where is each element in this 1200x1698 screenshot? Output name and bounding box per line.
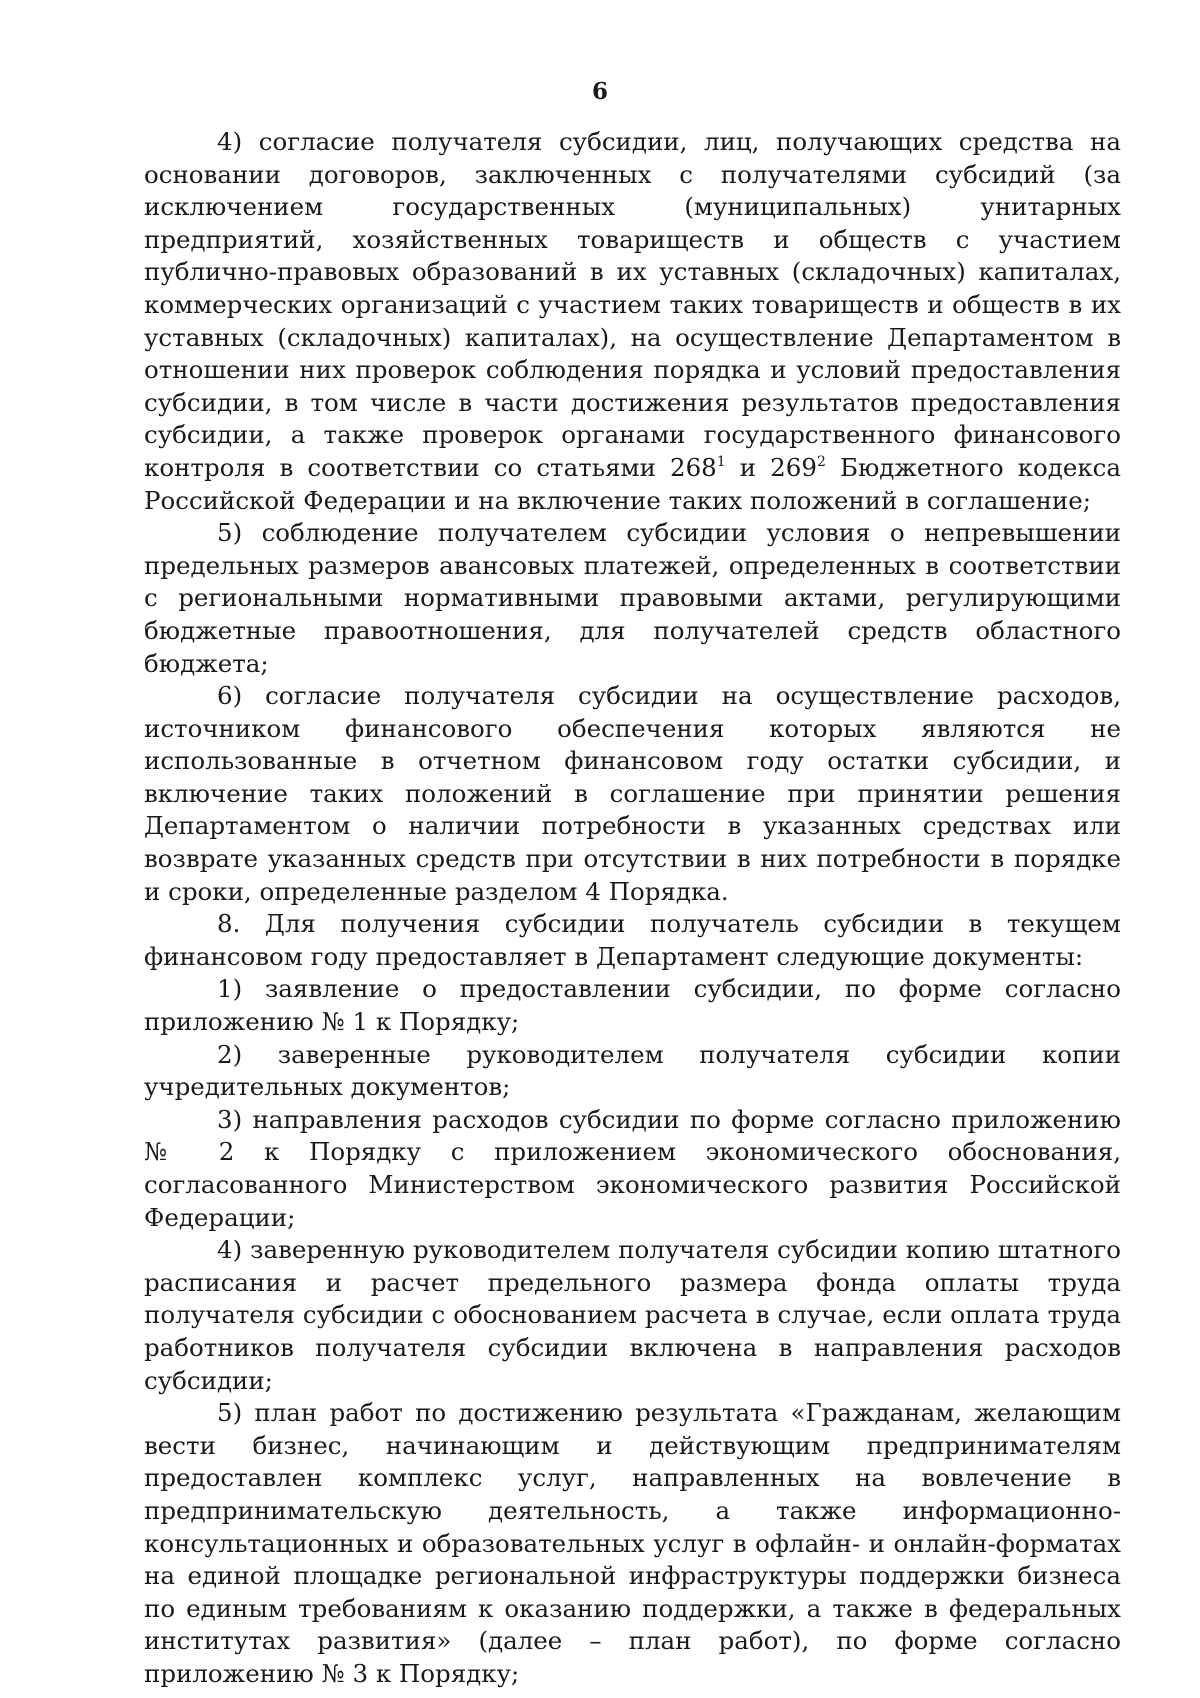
paragraph-doc-1-application: 1) заявление о предоставлении субсидии, по форме согласно приложению № 1 к Порядку; xyxy=(144,974,1121,1037)
paragraph-doc-3-expense-directions: 3) направления расходов субсидии по форме согласно приложению № 2 к Порядку с приложением экономического обоснования, согласованного Министерством экономического развития Российской Федерации; xyxy=(144,1104,1121,1232)
paragraph-doc-2-founding-documents: 2) заверенные руководителем получателя субсидии копии учредительных документов; xyxy=(144,1039,1121,1102)
paragraph-text: и 269 xyxy=(725,452,817,482)
paragraph-item-4-consent-checks xyxy=(144,126,1121,517)
paragraph-item-6-unused-balances: 6) согласие получателя субсидии на осуществление расходов, источником финансового обеспечения которых являются не использованные в отчетном финансовом году остатки субсидии, и включение таких положений в соглашение при принятии решения Департаментом о наличии потребности в указанных средствах или возврате указанных средств при отсутствии в них потребности в порядке и сроки, определенные разделом 4 Порядка. xyxy=(144,681,1121,906)
paragraph-section-8-documents: 8. Для получения субсидии получатель субсидии в текущем финансовом году предоставляет в Департамент следующие документы: xyxy=(144,909,1121,971)
paragraph-item-5-advance-payments: 5) соблюдение получателем субсидии условия о непревышении предельных размеров авансовых платежей, определенных в соответствии с региональными нормативными правовыми актами, регулирующими бюджетные правоотношения, для получателей средств областного бюджета; xyxy=(144,518,1121,678)
superscript-2: 2 xyxy=(816,453,826,470)
paragraph-text: Бюджетного кодекса Российской Федерации и на включение таких положений в соглашение; xyxy=(144,452,1121,515)
paragraph-doc-5-work-plan: 5) план работ по достижению результата «Гражданам, желающим вести бизнес, начинающим и действующим предпринимателям предоставлен комплекс услуг, направленных на вовлечение в предпринимательскую деятельность, а также информационно-консультационных и образовательных услуг в офлайн- и онлайн-форматах на единой площадке региональной инфраструктуры поддержки бизнеса по единым требованиям к оказанию поддержки, а также в федеральных институтах развития» (далее – план работ), по форме согласно приложению № 3 к Порядку; xyxy=(144,1398,1121,1688)
paragraph-doc-4-staff-schedule: 4) заверенную руководителем получателя субсидии копию штатного расписания и расчет предельного размера фонда оплаты труда получателя субсидии с обоснованием расчета в случае, если оплата труда работников получателя субсидии включена в направления расходов субсидии; xyxy=(144,1235,1121,1395)
paragraph-text: 4) согласие получателя субсидии, лиц, получающих средства на основании договоров, заключенных с получателями субсидий (за исключением государственных (муниципальных) унитарных предприятий, хозяйственных товариществ и обществ с участием публично-правовых образований в их уставных (складочных) капиталах, коммерческих организаций с участием таких товариществ и обществ в их уставных (складочных) капиталах), на осуществление Департаментом в отношении них проверок соблюдения порядка и условий предоставления субсидии, в том числе в части достижения результатов предоставления субсидии, а также проверок органами государственного финансового контроля в соответствии со статьями 268 xyxy=(144,127,1121,482)
document-body xyxy=(144,126,1121,1691)
page-number: 6 xyxy=(591,78,608,105)
superscript-1: 1 xyxy=(716,453,726,470)
